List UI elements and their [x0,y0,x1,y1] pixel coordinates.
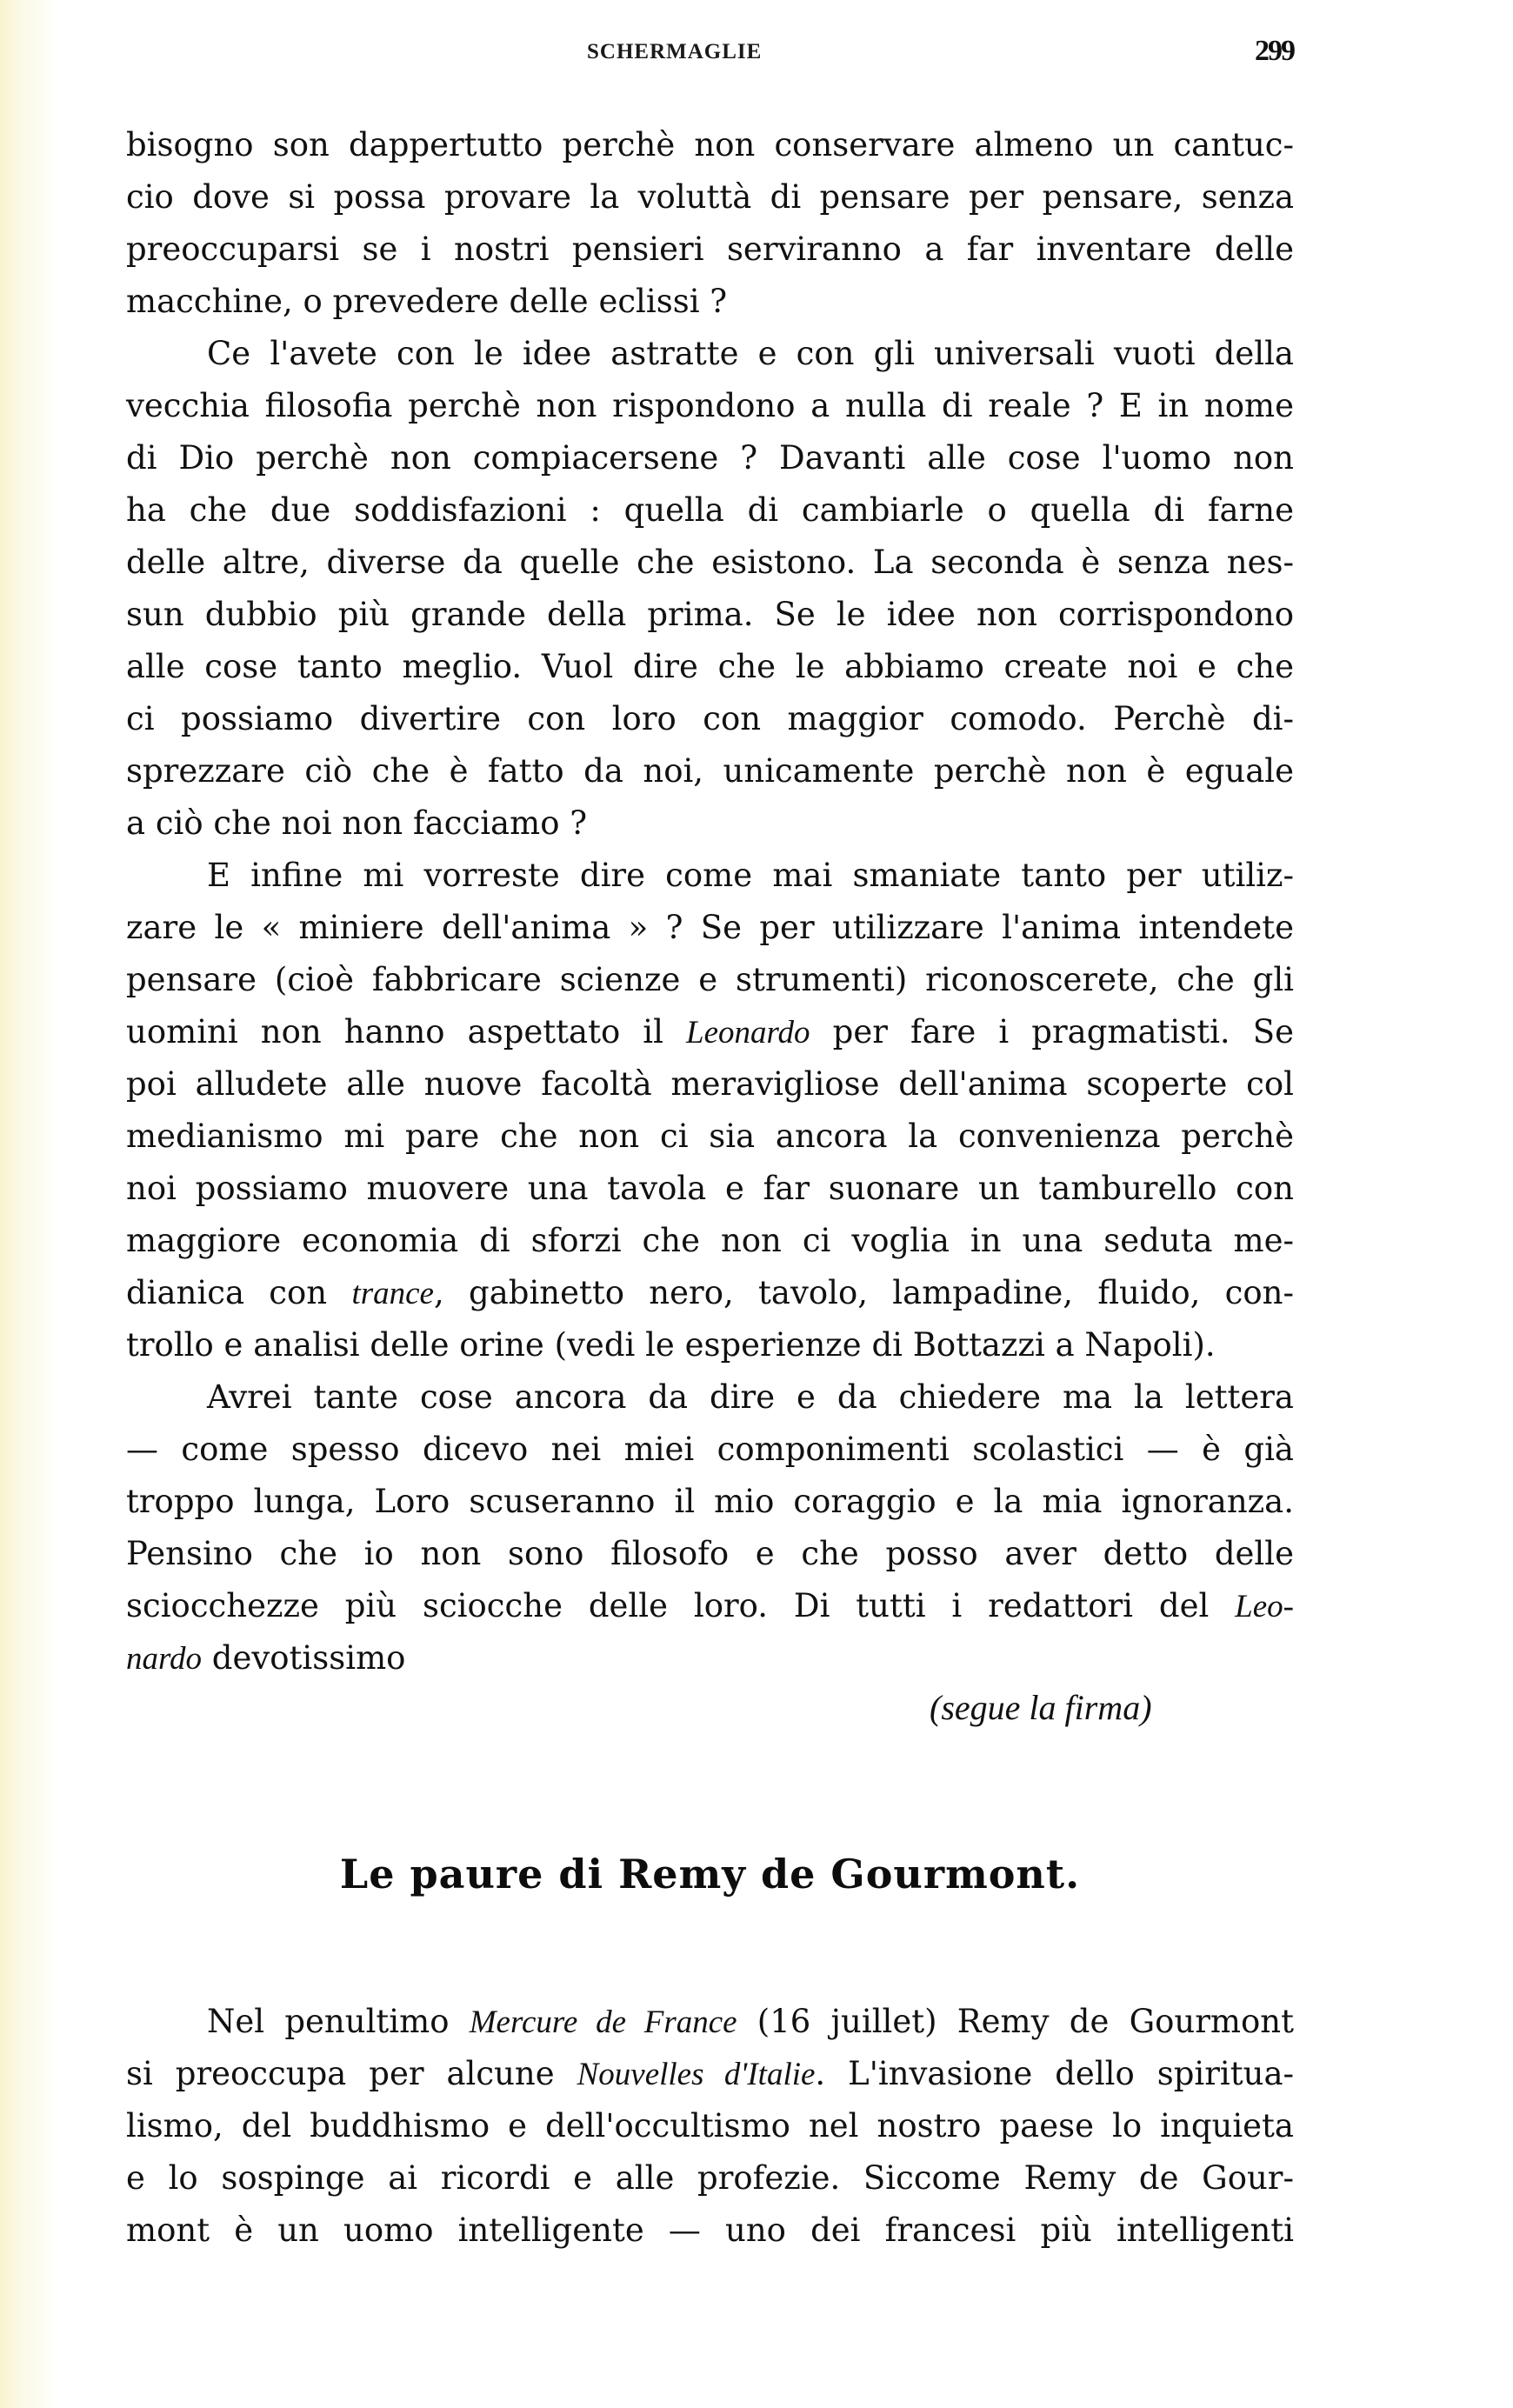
article-heading: Le paure di Remy de Gourmont. [339,1851,1081,1898]
text-line: pensare (cioè fabbricare scienze e strumenti) riconoscerete, che gli [126,961,1294,998]
text-line: poi alludete alle nuove facoltà meravigliose dell'anima scoperte col [126,1065,1294,1103]
text-line: bisogno son dappertutto perchè non conservare almeno un cantuc- [126,126,1294,163]
italic-title: Leo- [1235,1589,1294,1624]
text-line: uomini non hanno aspettato il Leonardo per fare i pragmatisti. Se [126,1013,1294,1051]
text-line: — come spesso dicevo nei miei componimenti scolastici — è già [126,1431,1294,1468]
text-line: si preoccupa per alcune Nouvelles d'Italie. L'invasione dello spiritua- [126,2055,1295,2092]
signature-note: (segue la firma) [930,1688,1152,1727]
italic-title: Mercure de France [469,2004,737,2040]
text-line: Nel penultimo Mercure de France (16 juillet) Remy de Gourmont [207,2003,1294,2040]
text-line: di Dio perchè non compiacersene ? Davanti alle cose l'uomo non [126,439,1294,477]
text-line: macchine, o prevedere delle eclissi ? [126,283,728,320]
italic-title: trance [351,1276,434,1311]
text-line: ci possiamo divertire con loro con maggior comodo. Perchè di- [126,700,1294,737]
text-line: mont è un uomo intelligente — uno dei francesi più intelligenti [126,2211,1294,2249]
text-line: troppo lunga, Loro scuseranno il mio coraggio e la mia ignoranza. [126,1483,1294,1520]
italic-title: nardo [126,1641,203,1677]
text-line: dianica con trance, gabinetto nero, tavolo, lampadine, fluido, con- [126,1274,1294,1311]
text-line: delle altre, diverse da quelle che esistono. La seconda è senza nes- [126,544,1294,581]
text-line: Avrei tante cose ancora da dire e da chiedere ma la lettera [207,1378,1294,1416]
text-line: zare le « miniere dell'anima » ? Se per utilizzare l'anima intendete [126,909,1294,946]
text-line: sprezzare ciò che è fatto da noi, unicamente perchè non è eguale [126,752,1294,790]
text-line: alle cose tanto meglio. Vuol dire che le abbiamo create noi e che [126,648,1294,685]
article-body [126,1996,1294,2257]
italic-title: Leonardo [686,1015,810,1051]
page-edge-tint [0,0,61,2408]
letter-body [126,119,1294,1684]
italic-title: Nouvelles d'Italie [577,2057,816,2092]
text-line: Ce l'avete con le idee astratte e con gli universali vuoti della [207,335,1294,372]
text-line: lismo, del buddhismo e dell'occultismo nel nostro paese lo inquieta [126,2107,1294,2145]
text-line: preoccuparsi se i nostri pensieri serviranno a far inventare delle [126,230,1294,268]
text-line: sciocchezze più sciocche delle loro. Di tutti i redattori del Leo- [126,1587,1294,1624]
running-title: SCHERMAGLIE [587,40,763,63]
text-line: cio dove si possa provare la voluttà di pensare per pensare, senza [126,178,1294,216]
text-line: medianismo mi pare che non ci sia ancora la convenienza perchè [126,1117,1294,1155]
text-line: noi possiamo muovere una tavola e far suonare un tamburello con [126,1170,1294,1207]
running-head [126,35,1294,70]
text-line: sun dubbio più grande della prima. Se le idee non corrispondono [126,596,1294,633]
text-line: trollo e analisi delle orine (vedi le esperienze di Bottazzi a Napoli). [126,1326,1216,1364]
text-line: vecchia filosofia perchè non rispondono a nulla di reale ? E in nome [126,387,1294,424]
text-line: maggiore economia di sforzi che non ci voglia in una seduta me- [126,1222,1294,1259]
text-line: nardo devotissimo [126,1639,406,1677]
text-line: ha che due soddisfazioni : quella di cambiarle o quella di farne [126,491,1294,529]
page-number: 299 [1255,35,1294,67]
text-line: Pensino che io non sono filosofo e che posso aver detto delle [126,1535,1294,1572]
text-line: e lo sospinge ai ricordi e alle profezie. Siccome Remy de Gour- [126,2159,1294,2197]
text-line: E infine mi vorreste dire come mai smaniate tanto per utiliz- [207,857,1294,894]
text-line: a ciò che noi non facciamo ? [126,804,588,842]
